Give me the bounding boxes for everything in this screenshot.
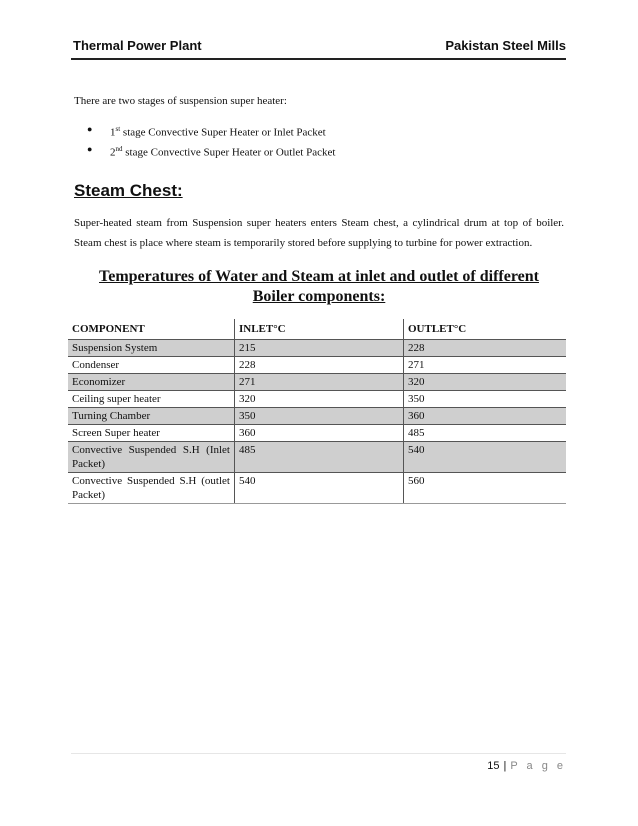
outlet-cell: 560 [404,473,567,504]
outlet-cell: 360 [404,408,567,425]
inlet-cell: 540 [235,473,404,504]
footer-divider [71,753,566,754]
list-item [74,121,564,141]
stage-number: 1 [110,126,116,139]
bullet-icon: ● [87,144,93,154]
outlet-cell: 320 [404,374,567,391]
header-title-left: Thermal Power Plant [73,38,202,53]
component-cell: Convective Suspended S.H (outlet Packet) [68,473,235,504]
table-row [68,391,566,408]
intro-text: There are two stages of suspension super heater: [74,95,287,107]
column-header-outlet: OUTLET°C [404,319,567,340]
table-row [68,442,566,473]
component-cell: Ceiling super heater [68,391,235,408]
steam-chest-paragraph: Super-heated steam from Suspension super heaters enters Steam chest, a cylindrical drum at top of boiler. Steam chest is place where steam is temporarily stored before supplying to turbine for power extraction. [74,217,564,249]
inlet-cell: 320 [235,391,404,408]
component-cell: Condenser [68,357,235,374]
table-row [68,374,566,391]
stage-list [74,121,564,161]
page-footer [487,760,566,772]
component-cell: Turning Chamber [68,408,235,425]
column-header-component: COMPONENT [68,319,235,340]
outlet-cell: 540 [404,442,567,473]
component-cell: Economizer [68,374,235,391]
inlet-cell: 350 [235,408,404,425]
table-header-row [68,319,566,340]
stage-ordinal: st [115,125,121,133]
table-row [68,425,566,442]
list-item [74,141,564,161]
inlet-cell: 485 [235,442,404,473]
outlet-cell: 350 [404,391,567,408]
table-row [68,357,566,374]
column-header-inlet: INLET°C [235,319,404,340]
footer-separator: | [503,760,507,772]
steam-chest-heading: Steam Chest: [74,181,183,200]
outlet-cell: 271 [404,357,567,374]
inlet-cell: 360 [235,425,404,442]
table-heading-line-1: Temperatures of Water and Steam at inlet and outlet of different [99,268,539,285]
table-heading-line-2: Boiler components: [252,288,386,305]
table-row [68,473,566,504]
temperature-table [68,319,566,504]
page-number: 15 [487,760,500,772]
header-title-right: Pakistan Steel Mills [445,38,566,53]
stage-number: 2 [110,146,116,159]
stage-text: stage Convective Super Heater or Outlet Packet [122,146,336,159]
inlet-cell: 228 [235,357,404,374]
inlet-cell: 215 [235,340,404,357]
stage-ordinal: nd [115,145,123,153]
outlet-cell: 228 [404,340,567,357]
table-row [68,340,566,357]
component-cell: Convective Suspended S.H (Inlet Packet) [68,442,235,473]
bullet-icon: ● [87,124,93,134]
table-heading [74,267,564,307]
page-label: P a g e [510,760,566,772]
page-body [74,95,564,504]
outlet-cell: 485 [404,425,567,442]
page-header [71,36,566,60]
table-row [68,408,566,425]
component-cell: Suspension System [68,340,235,357]
component-cell: Screen Super heater [68,425,235,442]
stage-text: stage Convective Super Heater or Inlet Packet [120,126,326,139]
inlet-cell: 271 [235,374,404,391]
